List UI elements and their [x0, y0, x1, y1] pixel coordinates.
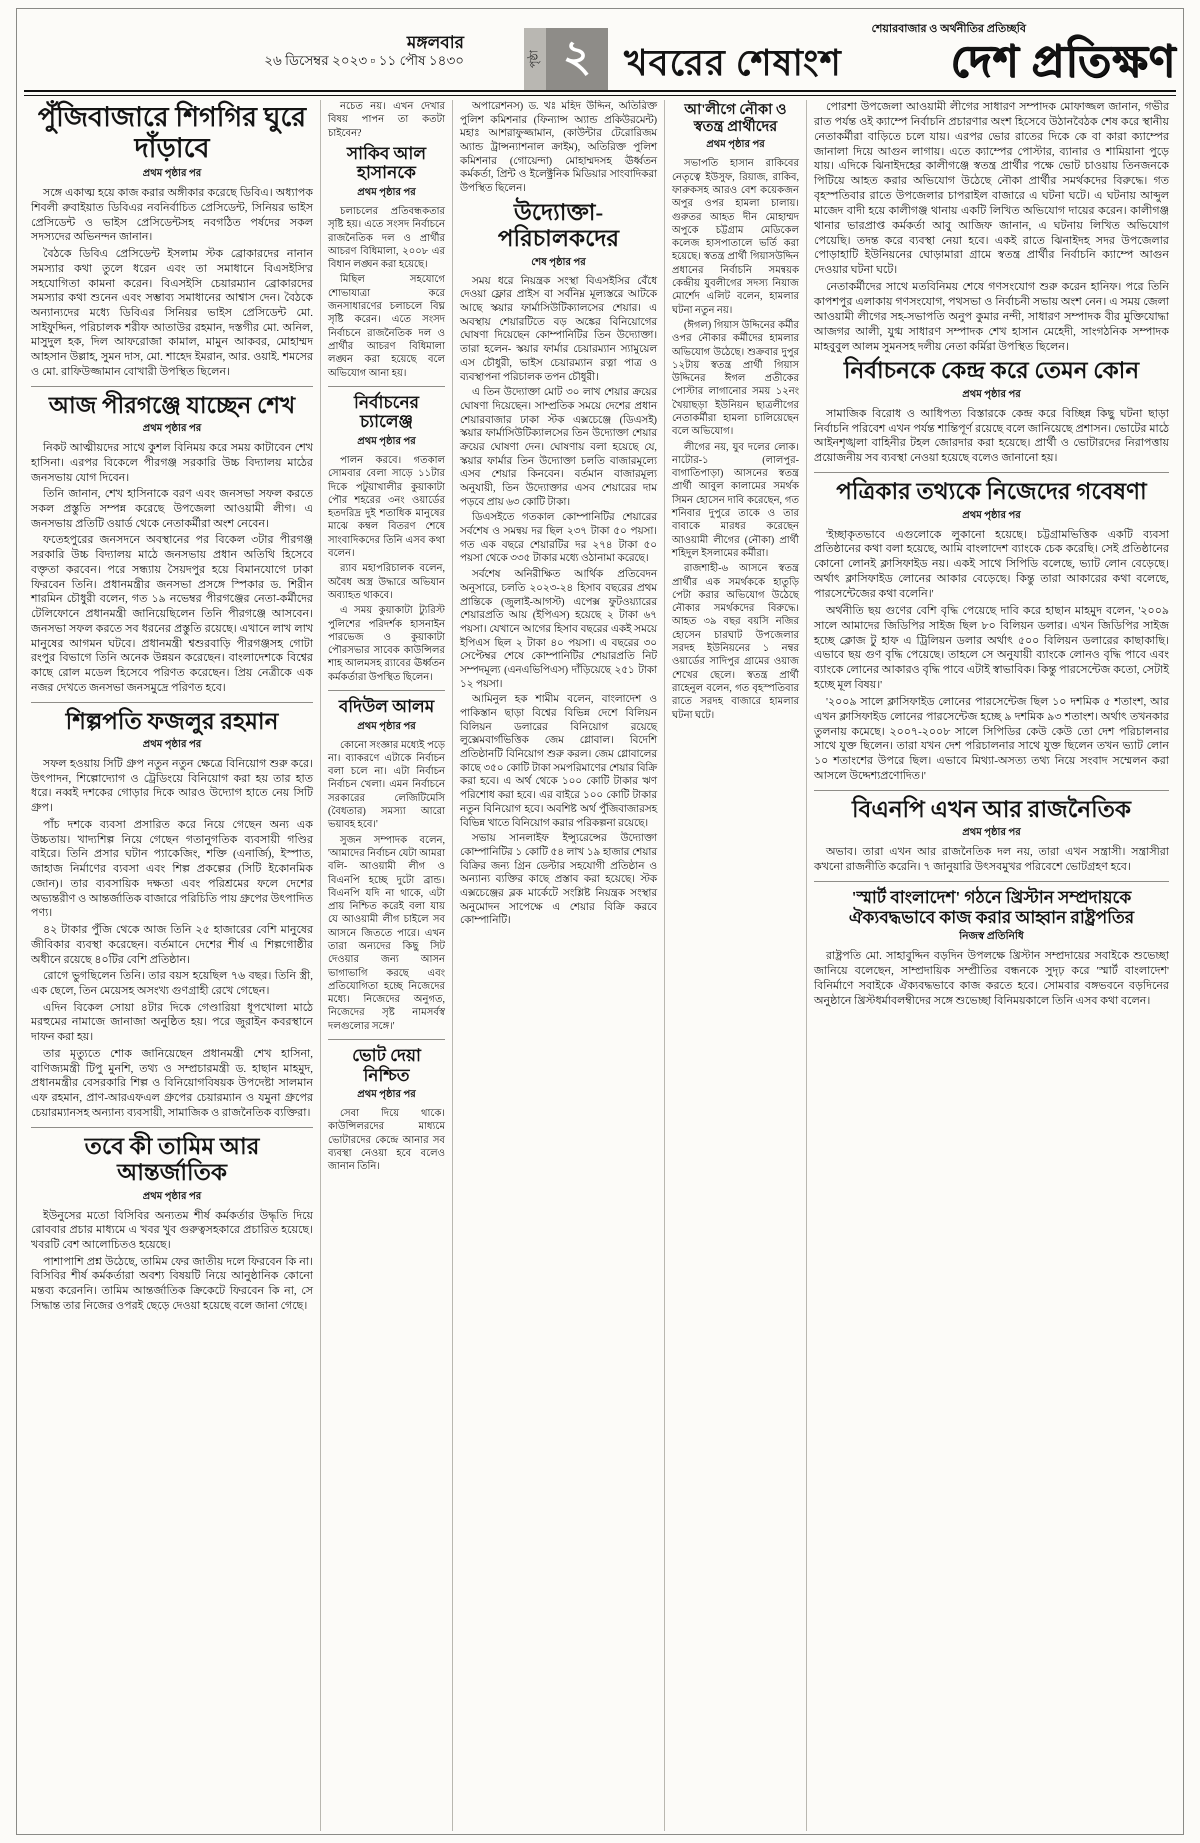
continued-from-label: প্রথম পৃষ্ঠার পর [962, 827, 1021, 839]
page-header [24, 14, 1176, 88]
section-title: খবরের শেষাংশ [624, 43, 842, 83]
article-paragraph: সামাজিক বিরোধ ও আধিপত্য বিস্তারকে কেন্দ্র করে বিচ্ছিন্ন কিছু ঘটনা ছাড়া নির্বাচনি পরিবেশ এখন পর্যন্ত শান্তিপূর্ণ রয়েছে বলে জানিয়েছে প্রশাসন। ভোটের মাঠে আইনশৃঙ্খলা বাহিনীর টহল জোরদার করা হয়েছে। প্রার্থী ও ভোটারদের নিরাপত্তায় প্রয়োজনীয় সব ব্যবস্থা নেওয়া হয়েছে বলেও জানানো হয়। [814, 407, 1169, 465]
column-grid [24, 100, 1176, 1831]
article-headline: বদিউল আলম [338, 696, 435, 716]
article-paragraph: ফতেহপুরের জনসদনে অবস্থানের পর বিকেল ৩টার পীরগঞ্জ সরকারি উচ্চ বিদ্যালয় মাঠে জনসভায় প্রধান অতিথি হিসেবে বক্তৃতা করবেন। পরে সন্ধ্যায় সৈয়দপুর হয়ে বিমানযোগে ঢাকা ফিরবেন তিনি। প্রধানমন্ত্রীর জনসভা প্রসঙ্গে স্পিকার ড. শিরীন শারমিন চৌধুরী বলেন, গত ১৯ নভেম্বর পীরগঞ্জের নেতা-কর্মীদের টেলিফোনে প্রধানমন্ত্রী জানিয়েছিলেন তিনি পীরগঞ্জে আসবেন। জনসভা সফল করতে সব ধরনের প্রস্তুতি রয়েছে। এখানে লাখ লাখ মানুষের আগমন ঘটবে। প্রধানমন্ত্রী শ্বশুরবাড়ি পীরগঞ্জসহ গোটা রংপুর বিভাগে তিনি অনেক উন্নয়ন করেছেন। বাংলাদেশকে বিশ্বের কাছে রোল মডেল হিসেবে পরিণত করেছেন। প্রিয় নেত্রীকে এক নজর দেখতে জনসভা জনসমুদ্রে পরিণত হবে। [31, 534, 313, 694]
page-word-label: পৃষ্ঠা [524, 28, 546, 90]
article-paragraph: তার মৃত্যুতে শোক জানিয়েছেন প্রধানমন্ত্রী শেখ হাসিনা, বাণিজ্যমন্ত্রী টিপু মুনশি, তথ্য ও সম্প্রচারমন্ত্রী ড. হাছান মাহমুদ, প্রধানমন্ত্রীর বেসরকারি শিল্প ও বিনিয়োগবিষয়ক উপদেষ্টা সালমান এফ রহমান, প্রাণ-আরএফএল গ্রুপের চেয়ারম্যান ও যমুনা গ্রুপের চেয়ারম্যানসহ অন্যান্য ব্যবসায়ী, সামাজিক ও রাজনৈতিক ব্যক্তিরা। [31, 1047, 313, 1119]
column-e [806, 100, 1176, 1831]
article-paragraph: পাঁচ দশকে ব্যবসা প্রসারিত করে নিয়ে গেছেন অন্য এক উচ্চতায়। খাদ্যশিল্প নিয়ে গেছেন গতানুগতিক ব্যবসায়ী গণ্ডির বাইরে। তিনি প্রসার ঘটান প্যাকেজিং, শক্তি (এনার্জি), ইস্পাত, জাহাজ নির্মাণের ব্যবসা এবং শিল্প প্রকল্পের (সিটি ইকোনমিক জোন)। তার ব্যবসায়িক দক্ষতা এবং পরিশ্রমের ফলে দেশের অভ্যন্তরীণ ও আন্তর্জাতিক বাজারে পরিচিতি পায় গ্রুপের উৎপাদিত পণ্য। [31, 818, 313, 920]
article-headline: তবে কী তামিম আর আন্তর্জাতিক [84, 1133, 260, 1186]
column-b [320, 100, 452, 1831]
continued-from-label: প্রথম পৃষ্ঠার পর [142, 1190, 202, 1202]
article-paragraph: নিকট আত্মীয়দের সাথে কুশল বিনিময় করে সময় কাটাবেন শেখ হাসিনা। এরপর বিকেলে পীরগঞ্জ সরকারি উচ্চ বিদ্যালয় মাঠের জনসভায় যোগ দিবেন। [31, 442, 313, 484]
article-headline: নির্বাচনকে কেন্দ্র করে তেমন কোন [843, 358, 1140, 384]
continued-from-label: প্রথম পৃষ্ঠার পর [962, 388, 1021, 400]
article-nirbachoner-challenge [328, 386, 445, 684]
article-paragraph: অর্থনীতি ছয় গুণের বেশি বৃদ্ধি পেয়েছে দাবি করে হাছান মাহমুদ বলেন, '২০০৯ সালে আমাদের জিডিপির সাইজ ছিল ৮০ বিলিয়ন ডলার। এখন জিডিপির সাইজ হচ্ছে ক্লোজ টু হাফ এ ট্রিলিয়ন ডলার অর্থাৎ ৫০০ বিলিয়ন ডলারের কাছাকাছি। এভাবে ছয় গুণ বৃদ্ধি পেয়েছে। তাহলে সে অনুযায়ী ব্যাংকে লোনও বৃদ্ধি পাবে এবং ব্যাংকে লোনের আকারও বৃদ্ধি পাবে এটাই স্বাভাবিক। কিন্তু পারসেন্টেজ কতো, সেটাই হচ্ছে মূল বিষয়।' [814, 604, 1169, 692]
article-paragraph: (ঈগল) গিয়াস উদ্দিনের কর্মীর ওপর নৌকার কর্মীদের হামলার অভিযোগ উঠেছে। শুক্রবার দুপুর ১২টায় স্বতন্ত্র প্রার্থী গিয়াস উদ্দিনের ঈগল প্রতীকের পোস্টার লাগানোর সময় ১২নং খৈয়াছড়া ইউনিয়ন ছাত্রলীগের নেতাকর্মীরা হামলা চালিয়েছেন বলে অভিযোগ। [672, 319, 799, 438]
continued-from-label: প্রথম পৃষ্ঠার পর [357, 186, 416, 198]
article-paragraph: ডিএসইতে গতকাল কোম্পানিটির শেয়ারের সর্বশেষ ও সমন্বয় দর ছিল ২৩৭ টাকা ৫০ পয়সা। গত এক বছরে শেয়ারটির দর ২৭৪ টাকা ৫০ পয়সা থেকে ৩৩৫ টাকার মধ্যে ওঠানামা করেছে। [460, 512, 657, 565]
article-pirganj [31, 386, 313, 696]
article-paragraph: সময় ধরে নিয়ন্ত্রক সংস্থা বিএসইসির বেঁধে দেওয়া ফ্লোর প্রাইস বা সর্বনিম্ন মূল্যস্তরে আটকে আছে স্কয়ার ফার্মাসিউটিক্যালসের শেয়ার। এ অবস্থায় শেয়ারটিতে বড় অঙ্কের বিনিয়োগের ঘোষণা দিয়েছেন কোম্পানিটির তিন উদ্যোক্তা। তারা হলেন- স্কয়ার ফার্মার চেয়ারম্যান স্যামুয়েল এস চৌধুরী, ভাইস চেয়ারম্যান রত্না পাত্র ও ব্যবস্থাপনা পরিচালক তপন চৌধুরী। [460, 275, 657, 383]
article-paragraph: র‌্যাব মহাপরিচালক বলেন, অবৈধ অস্ত্র উদ্ধারে অভিযান অব্যাহত থাকবে। [328, 563, 445, 601]
continuation-fragment [814, 100, 1169, 354]
article-headline: আজ পীরগঞ্জে যাচ্ছেন শেখ [48, 392, 296, 418]
continued-from-label: প্রথম পৃষ্ঠার পর [962, 509, 1021, 521]
masthead-tagline: শেয়ারবাজার ও অর্থনীতির প্রতিচ্ছবি [871, 23, 1026, 35]
weekday-label: মঙ্গলবার [406, 33, 464, 52]
article-paragraph: ৪২ টাকার পুঁজি থেকে আজ তিনি ২৫ হাজারের বেশি মানুষের জীবিকার ব্যবস্থা করেছেন। বর্তমানে দেশের শীর্ষ এ শিল্পগোষ্ঠীর অধীনে রয়েছে ৪০টির বেশি প্রতিষ্ঠান। [31, 924, 313, 966]
article-paragraph: চলাচলের প্রতিবন্ধকতার সৃষ্টি হয়। এতে সংসদ নির্বাচনে রাজনৈতিক দল ও প্রার্থীর আচরণ বিধিমালা, ২০০৮ এর বিধান লঙ্ঘন করা হয়েছে। [328, 205, 445, 271]
continued-from-label: প্রথম পৃষ্ঠার পর [142, 168, 202, 180]
article-headline: সাকিব আল হাসানকে [346, 143, 427, 183]
article-paragraph: সভায় সানলাইফ ইন্স্যুরেন্সের উদ্যোক্তা কোম্পানিটির ১ কোটি ৫৪ লাখ ১৯ হাজার শেয়ার বিক্রির জন্য গ্রিন ডেল্টার সহযোগী প্রতিষ্ঠান ও অন্যান্য ব্যক্তির কাছে প্রস্তাব করা হয়েছে। স্টক এক্সচেঞ্জের ব্লক মার্কেটে সংশ্লিষ্ট নিয়ন্ত্রক সংস্থার অনুমোদন সাপেক্ষে এ শেয়ার বিক্রি করবে কোম্পানিটি। [460, 833, 657, 927]
page-number: ২ [546, 28, 608, 90]
article-paragraph: সঙ্গে একাত্ম হয়ে কাজ করার অঙ্গীকার করেছে ডিবিএ। অধ্যাপক শিবলী রুবাইয়াত ডিবিএর নবনির্বাচিত প্রেসিডেন্ট, সিনিয়র ভাইস প্রেসিডেন্ট ও ভাইস প্রেসিডেন্টসহ নবগঠিত পর্ষদের সকল সদস্যদের অভিনন্দন জানান। [31, 187, 313, 244]
continuation-fragment [328, 100, 445, 140]
article-nouka-shotontro [672, 102, 799, 722]
header-rule-thin [24, 95, 1176, 96]
article-paragraph: আমিনুল হক শামীম বলেন, বাংলাদেশ ও পাকিস্তান ছাড়া বিশ্বের বিভিন্ন দেশে বিলিয়ন বিলিয়ন ডলারের বিনিয়োগ রয়েছে লুক্সেমবার্গভিত্তিক জেম গ্লোবাল। বিদেশি প্রতিষ্ঠানটি বিনিয়োগ শুরু করল। জেম গ্লোবালের কাছে ৩৫০ কোটি টাকা সমপরিমাণের শেয়ার বিক্রি করা হবে। এ অর্থ থেকে ১০০ কোটি টাকার ঋণ পরিশোধ করা হবে। এর বাইরে ১০০ কোটি টাকার নতুন বিনিয়োগ হবে। অবশিষ্ট অর্থ পুঁজিবাজারসহ বিভিন্ন খাতে বিনিয়োগ করার পরিকল্পনা রয়েছে। [460, 694, 657, 829]
article-headline: পুঁজিবাজারে শিগগির ঘুরে দাঁড়াবে [37, 102, 307, 164]
continued-from-label: প্রথম পৃষ্ঠার পর [142, 423, 202, 435]
article-badiul-alam [328, 690, 445, 1033]
article-paragraph: লীগের নয়, যুব দলের লোক। নাটোর-১ (লালপুর-বাগাতিপাড়া) আসনের স্বতন্ত্র প্রার্থী আবুল কালামের সমর্থক সিমন হোসেন দাবি করেছেন, গত শনিবার দুপুরে তাকে ও তার বাবাকে মারধর করেছেন আওয়ামী লীগের (নৌকা) প্রার্থী শহিদুল ইসলামের কর্মীরা। [672, 441, 799, 559]
article-paragraph: রোগে ভুগছিলেন তিনি। তার বয়স হয়েছিল ৭৬ বছর। তিনি স্ত্রী, এক ছেলে, তিন মেয়েসহ অসংখ্য গুণগ্রাহী রেখে গেছেন। [31, 970, 313, 998]
continued-from-label: প্রথম পৃষ্ঠার পর [357, 720, 416, 732]
article-fazlur-rahman [31, 702, 313, 1121]
article-paragraph: পালন করবে। গতকাল সোমবার বেলা সাড়ে ১১টার দিকে পটুয়াখালীর কুয়াকাটা পৌর শহরের ৩নং ওয়ার্ডের হতদরিদ্র দুই শতাধিক মানুষের মাঝে কম্বল বিতরণ শেষে সাংবাদিকদের তিনি এসব কথা বলেন। [328, 454, 445, 560]
article-paragraph: মিছিল সহযোগে শোভাযাত্রা করে জনসাধারণের চলাচলে বিঘ্ন সৃষ্টি করেন। এতে সংসদ নির্বাচনে রাজনৈতিক দল ও প্রার্থীর আচরণ বিধিমালা লঙ্ঘন করা হয়েছে বলে অভিযোগ আনা হয়। [328, 274, 445, 379]
article-paragraph: সেবা দিয়ে থাকে। কাউন্সিলরদের মাধ্যমে ভোটারদের কেন্দ্রে আনার সব ব্যবস্থা নেওয়া হবে বলেও জানান তিনি। [328, 1108, 445, 1173]
column-a [24, 100, 320, 1831]
article-vote-deya-nishchit [328, 1039, 445, 1174]
continued-from-label: শেষ পৃষ্ঠার পর [531, 256, 586, 268]
continued-from-label: প্রথম পৃষ্ঠার পর [706, 139, 765, 151]
article-paragraph: রাজশাহী-৬ আসনে স্বতন্ত্র প্রার্থীর এক সমর্থককে হাতুড়ি পেটা করার অভিযোগ উঠেছে নৌকার সমর্থকদের বিরুদ্ধে। আহত ৩৯ বছর বয়সি নজির হোসেন চারঘাট উপজেলার সরদহ ইউনিয়নের ১ নম্বর ওয়ার্ডের সাদিপুর গ্রামের ওয়াজ শেখের ছেলে। স্বতন্ত্র প্রার্থী রাহেনুল বলেন, গত বৃহস্পতিবার রাতে সরদহ বাজারে হামলার ঘটনা ঘটে। [672, 563, 799, 721]
article-paragraph: সফল হওয়ায় সিটি গ্রুপ নতুন নতুন ক্ষেত্রে বিনিয়োগ শুরু করে। উৎপাদন, শিল্পোদ্যোগ ও ট্রেডিংয়ে বিনিয়োগ করা হয় তার হাত ধরে। নব্বই দশকের গোড়ার দিকে আরও উদ্যোগ হাতে নেয় সিটি গ্রুপ। [31, 758, 313, 815]
article-headline: উদ্যোক্তা-পরিচালকদের [497, 199, 620, 252]
article-paragraph: রাষ্ট্রপতি মো. সাহাবুদ্দিন বড়দিন উপলক্ষে খ্রিস্টান সম্প্রদায়ের সবাইকে শুভেচ্ছা জানিয়ে বলেছেন, সাম্প্রদায়িক সম্প্রীতির বন্ধনকে সুদৃঢ় করে 'স্মার্ট বাংলাদেশ' বিনির্মাণে সবাইকে ঐক্যবদ্ধভাবে কাজ করতে হবে। সোমবার বঙ্গভবনে বড়দিনের অনুষ্ঠানে খ্রিস্টধর্মাবলম্বীদের সঙ্গে শুভেচ্ছা বিনিময়কালে তিনি এসব কথা বলেন। [814, 950, 1169, 1007]
continued-from-label: প্রথম পৃষ্ঠার পর [142, 739, 202, 750]
article-paragraph: তিনি জানান, শেখ হাসিনাকে বরণ এবং জনসভা সফল করতে সকল প্রস্তুতি সম্পন্ন করেছে উপজেলা আওয়ামী লীগ। এ জনসভায় প্রতিটি ওয়ার্ড থেকে নেতাকর্মীরা অংশ নেবেন। [31, 488, 313, 530]
article-nirbachon-kendro [814, 358, 1169, 466]
article-paragraph: 'ইচ্ছাকৃতভাবে এগুলোকে লুকানো হয়েছে। চট্টগ্রামভিত্তিক একটি ব্যবসা প্রতিষ্ঠানের কথা বলা হয়েছে, আমি বাংলাদেশ ব্যাংকে চেক করেছি। সেই প্রতিষ্ঠানের কোনো লোনই ক্লাসিফাইড নয়। একই সাথে সিপিডি বলেছে, ভ্যাট লোন বেড়েছে। অর্থাৎ ক্লাসিফাইড লোনের আকার বেড়েছে। কিন্তু তারা আকারের কথা বলেছে, পারসেন্টেজের কথা বলেনি।' [814, 528, 1169, 600]
continuation-fragment [460, 100, 657, 196]
article-paragraph: সুজন সম্পাদক বলেন, 'আমাদের নির্বাচন যেটা আমরা বলি- আওয়ামী লীগ ও বিএনপি হচ্ছে দুটো ব্রান্ড। বিএনপি যদি না থাকে, এটা প্রায় নিশ্চিত করেই বলা যায় যে আওয়ামী লীগ চাইলে সব আসনে জিততে পারে। এখন তারা অন্যদের কিছু সিট দেওয়ার জন্য আসন ভাগাভাগি করছে এবং প্রতিযোগিতা হচ্ছে নিজেদের মধ্যে। নিজেদের অনুগত, নিজেদের সৃষ্ট নামসর্বস্ব দলগুলোর সঙ্গে।' [328, 834, 445, 1032]
article-headline: আ'লীগে নৌকা ও স্বতন্ত্র প্রার্থীদের [684, 102, 787, 135]
newspaper-name: দেশ প্রতিক্ষণ [950, 37, 1176, 86]
article-smart-bangladesh [814, 881, 1169, 1008]
continued-from-label: প্রথম পৃষ্ঠার পর [357, 1089, 416, 1101]
article-headline: ভোট দেয়া নিশ্চিত [352, 1046, 421, 1085]
article-paragraph: সভাপতি হাসান রাকিবের নেতৃত্বে ইউসুফ, রিয়াজ, রাকিব, ফারুকসহ আরও বেশ কয়েকজন অপুর ওপর হামলা চালায়। গুরুতর আহত দীন মোহাম্মদ অপুকে চট্টগ্রাম মেডিকেল কলেজ হাসপাতালে ভর্তি করা হয়েছে। স্বতন্ত্র প্রার্থী গিয়াসউদ্দিন প্রধানের নির্বাচনি সমন্বয়ক কেন্দ্রীয় যুবলীগের সদস্য নিয়াজ মোর্শেদ এলিট বলেন, হামলার ঘটনা নতুন নয়। [672, 158, 799, 316]
article-paragraph: ইউনুসের মতো বিসিবির অন্যতম শীর্ষ কর্মকর্তার উদ্ধৃতি দিয়ে রোববার প্রচার মাধ্যমে এ খবর খুব গুরুত্বসহকারে প্রচারিত হয়েছে। খবরটি বেশ আলোচিতও হয়েছে। [31, 1209, 313, 1251]
article-tamim [31, 1127, 313, 1314]
article-paragraph: কোনো সংজ্ঞার মধ্যেই পড়ে না। ব্যাকরণে এটাকে নির্বাচন বলা চলে না। এটা নির্বাচন নির্বাচন খেলা। এমন নির্বাচনে সরকারের লেজিটিমেসি (বৈধতার) সমস্যা আরো ভয়াবহ হবে।' [328, 739, 445, 831]
article-headline: নির্বাচনের চ্যালেঞ্জ [354, 392, 419, 432]
date-line: ২৬ ডিসেম্বর ২০২৩ ▫ ১১ পৌষ ১৪৩০ [264, 53, 464, 69]
article-paragraph: এ তিন উদ্যোক্তা মোট ৩০ লাখ শেয়ার ক্রয়ের ঘোষণা দিয়েছেন। সাম্প্রতিক সময়ে দেশের প্রধান শেয়ারবাজার ঢাকা স্টক এক্সচেঞ্জে (ডিএসই) স্কয়ার ফার্মাসিউটিক্যালসের তিন উদ্যোক্তা শেয়ার ক্রয়ের ঘোষণা দেন। ঘোষণায় বলা হয়েছে যে, স্কয়ার ফার্মার তিন উদ্যোক্তা চলতি বাজারমূল্যে এসব শেয়ার কিনবেন। বর্তমান বাজারমূল্য অনুযায়ী, তিন উদ্যোক্তার এসব শেয়ারের দাম পড়বে প্রায় ৬৩ কোটি টাকা। [460, 387, 657, 508]
article-paragraph: '২০০৯ সালে ক্লাসিফাইড লোনের পারসেন্টেজ ছিল ১০ দশমিক ৫ শতাংশ, আর এখন ক্লাসিফাইড লোনের পারসেন্টেজ হচ্ছে ৯ দশমিক ৯৩ শতাংশ। অর্থাৎ তখনকার তুলনায় কমেছে। ২০০৭-২০০৮ সালে সিপিডির কেউ কেউ তো দেশ পরিচালনার সাথে যুক্ত ছিলেন। তারা যখন দেশ পরিচালনার সাথে যুক্ত ছিলেন তখন ভ্যাট লোন ১০ শতাংশের উপরে ছিল। এভাবে মিথ্যা-অসত্য তথ্য নিয়ে সংবাদ সম্মেলন করা আসলে উদ্দেশ্যপ্রণোদিত।' [814, 695, 1169, 783]
article-paragraph: অভাব। তারা এখন আর রাজনৈতিক দল নয়, তারা এখন সন্ত্রাসী। সন্ত্রাসীরা কখনো রাজনীতি করেনি। ৭ জানুয়ারি উৎসবমুখর পরিবেশে ভোটগ্রহণ হবে। [814, 846, 1169, 874]
masthead [871, 20, 1176, 85]
article-paragraph: নেতাকর্মীদের সাথে মতবিনিময় শেষে গণসংযোগ শুরু করেন হানিফ। পরে তিনি কাপশপুর এলাকায় গণসংযোগ, পথসভা ও নির্বাচনী সভায় অংশ নেন। এ সময় জেলা আওয়ামী লীগের সহ-সভাপতি অনুপ কুমার নন্দী, সাধারণ সম্পাদক বীর মুক্তিযোদ্ধা আজগর আলী, যুগ্ম সাধারণ সম্পাদক শেখ হাসান মেহেদী, সাংগঠনিক সম্পাদক মাহবুবুল আলম সুমনসহ দলীয় নেতা কর্মিরা উপস্থিত ছিলেন। [814, 281, 1169, 353]
article-headline: বিএনপি এখন আর রাজনৈতিক [851, 796, 1132, 822]
article-paragraph: এ সময় কুয়াকাটা ট্যুরিস্ট পুলিশের পরিদর্শক হাসনাইন পারভেজ ও কুয়াকাটা পৌরসভার সাবেক কাউন্সিলর শাহ আলমসহ র‌্যাবের ঊর্ধ্বতন কর্মকর্তারা উপস্থিত ছিলেন। [328, 605, 445, 683]
date-block [264, 32, 464, 70]
article-shakib [328, 144, 445, 380]
article-paragraph: বৈঠকে ডিবিএ প্রেসিডেন্ট ইসলাম স্টক ব্রোকারদের নানান সমস্যার কথা তুলে ধরেন এবং তা সমাধানে বিএসইসি'র সহযোগিতা কামনা করেন। বিএসইসি চেয়ারম্যান ব্রোকারদের সমস্যার কথা শুনেন এবং সম্ভাব্য সমাধানের আশ্বাস দেন। বৈঠকে অন্যান্যদের মধ্যে ডিবিএর সিনিয়র ভাইস প্রেসিডেন্ট মো. সাইফুদ্দিন, পরিচালক শরীফ আতাউর রহমান, দস্তগীর মো. অনিল, মাসুদুল হক, দিল আফরোজা কামাল, মামুন আকবর, মোহাম্মদ আহসান উল্লাহ, সুমন দাস, মো. শাহেদ ইমরান, আর. ওয়াই. শমসের ও মো. রাফিউজ্জামান বোখারী উপস্থিত ছিলেন। [31, 248, 313, 378]
article-paragraph: পাশাপাশি প্রশ্ন উঠেছে, তামিম ফের জাতীয় দলে ফিরবেন কি না। বিসিবির শীর্ষ কর্মকর্তারা অবশ্য বিষয়টি নিয়ে আনুষ্ঠানিক কোনো মন্তব্য করেননি। তামিম আন্তর্জাতিক ক্রিকেটে ফিরবেন কি না, সে সিদ্ধান্ত তার নিজের ওপরই ছেড়ে দেওয়া হয়েছে বলে জানা গেছে। [31, 1255, 313, 1312]
article-pujibazar [31, 102, 313, 380]
header-rule-thick [24, 90, 1176, 92]
article-paragraph: সর্বশেষ অনিরীক্ষিত আর্থিক প্রতিবেদন অনুসারে, চলতি ২০২৩-২৪ হিসাব বছরের প্রথম প্রান্তিকে (জুলাই-আগস্ট) এপেক্স ফুটওয়্যারের শেয়ারপ্রতি আয় (ইপিএস) হয়েছে ২ টাকা ৬৭ পয়সা। যেখানে আগের হিসাব বছরের একই সময়ে ইপিএস ছিল ২ টাকা ৪০ পয়সা। এ বছরের ৩০ সেপ্টেম্বর শেষে কোম্পানিটির শেয়ারপ্রতি নিট সম্পদমূল্য (এনএভিপিএস) দাঁড়িয়েছে ২৫১ টাকা ১২ পয়সা। [460, 569, 657, 690]
article-potrikar-tothyo [814, 472, 1169, 784]
article-paragraph: এদিন বিকেল সোয়া ৪টার দিকে গেণ্ডারিয়া ধূপখোলা মাঠে মরহুমের নামাজে জানাজা অনুষ্ঠিত হয়। পরে জুরাইন কবরস্থানে দাফন করা হয়। [31, 1001, 313, 1044]
continued-from-label: প্রথম পৃষ্ঠার পর [357, 435, 416, 447]
column-c [452, 100, 664, 1831]
article-paragraph: অপারেশনস) ড. খঃ মহিদ উদ্দিন, অতিরিক্ত পুলিশ কমিশনার (ফিন্যান্স অ্যান্ড প্রকিউরমেন্ট) মহাঃ আশরাফুজ্জামান, (কাউন্টার টেরোরিজম অ্যান্ড ট্রান্সন্যাশনাল ক্রাইম), অতিরিক্ত পুলিশ কমিশনার (গোয়েন্দা) মোহাম্মদসহ ঊর্ধ্বতন কর্মকর্তা, প্রিন্ট ও ইলেক্ট্রনিক মিডিয়ার সাংবাদিকরা উপস্থিত ছিলেন। [460, 101, 657, 195]
article-paragraph: নচেত নয়। এখন দেখার বিষয় পাপন তা কতটা চাইবেন? [328, 101, 445, 139]
article-headline: শিল্পপতি ফজলুর রহমান [65, 708, 279, 734]
article-bnp-rajnoitik [814, 790, 1169, 875]
column-d [664, 100, 806, 1831]
article-headline: 'স্মার্ট বাংলাদেশ' গঠনে খ্রিস্টান সম্প্রদায়কে ঐক্যবদ্ধভাবে কাজ করার আহ্বান রাষ্ট্রপতির [848, 888, 1135, 927]
article-paragraph: পোরশা উপজেলা আওয়ামী লীগের সাধারণ সম্পাদক মোফাজ্জল জানান, গভীর রাত পর্যন্ত ওই ক্যাম্পে নির্বাচনি প্রচারণার অংশ হিসেবে উঠানবৈঠক শেষ করে স্থানীয় নেতাকর্মীরা বাড়িতে চলে যায়। এরপর ভোর রাতের দিকে কে বা কারা ক্যাম্পের জানালা দিয়ে আগুন লাগায়। এতে ক্যাম্পের পোস্টার, ব্যানার ও শামিয়ানা পুড়ে যায়। এদিকে ঝিনাইদহের কালীগঞ্জে স্বতন্ত্র প্রার্থীর পক্ষে ভোট চাওয়ায় তিনজনকে পিটিয়ে আহত করার অভিযোগ উঠেছে নৌকা প্রার্থীর সমর্থকদের বিরুদ্ধে। গত বৃহস্পতিবার রাতে উপজেলার চাপরাইল বাজারে এ ঘটনা ঘটে। এ ঘটনায় আব্দুল মাজেদ বাদী হয়ে কালীগঞ্জ থানায় একটি লিখিত অভিযোগ দায়ের করেন। কালীগঞ্জ থানার ভারপ্রাপ্ত কর্মকর্তা আবু আজিফ জানান, এ ঘটনায় লিখিত অভিযোগ পেয়েছি। তদন্ত করে ব্যবস্থা নেয়া হবে। একই রাতে ঝিনাইদহ সদর উপজেলার পোড়াহাটি ইউনিয়নের ঘোড়ামারা গ্রামে স্বতন্ত্র প্রার্থীর নির্বাচনি ক্যাম্পে আগুন দেওয়ার ঘটনা ঘটে। [814, 101, 1169, 277]
article-uddokta-porichalok [460, 200, 657, 928]
byline-label: নিজস্ব প্রতিনিধি [959, 931, 1024, 943]
page-number-box [524, 28, 608, 90]
article-headline: পত্রিকার তথ্যকে নিজেদের গবেষণা [836, 479, 1147, 505]
